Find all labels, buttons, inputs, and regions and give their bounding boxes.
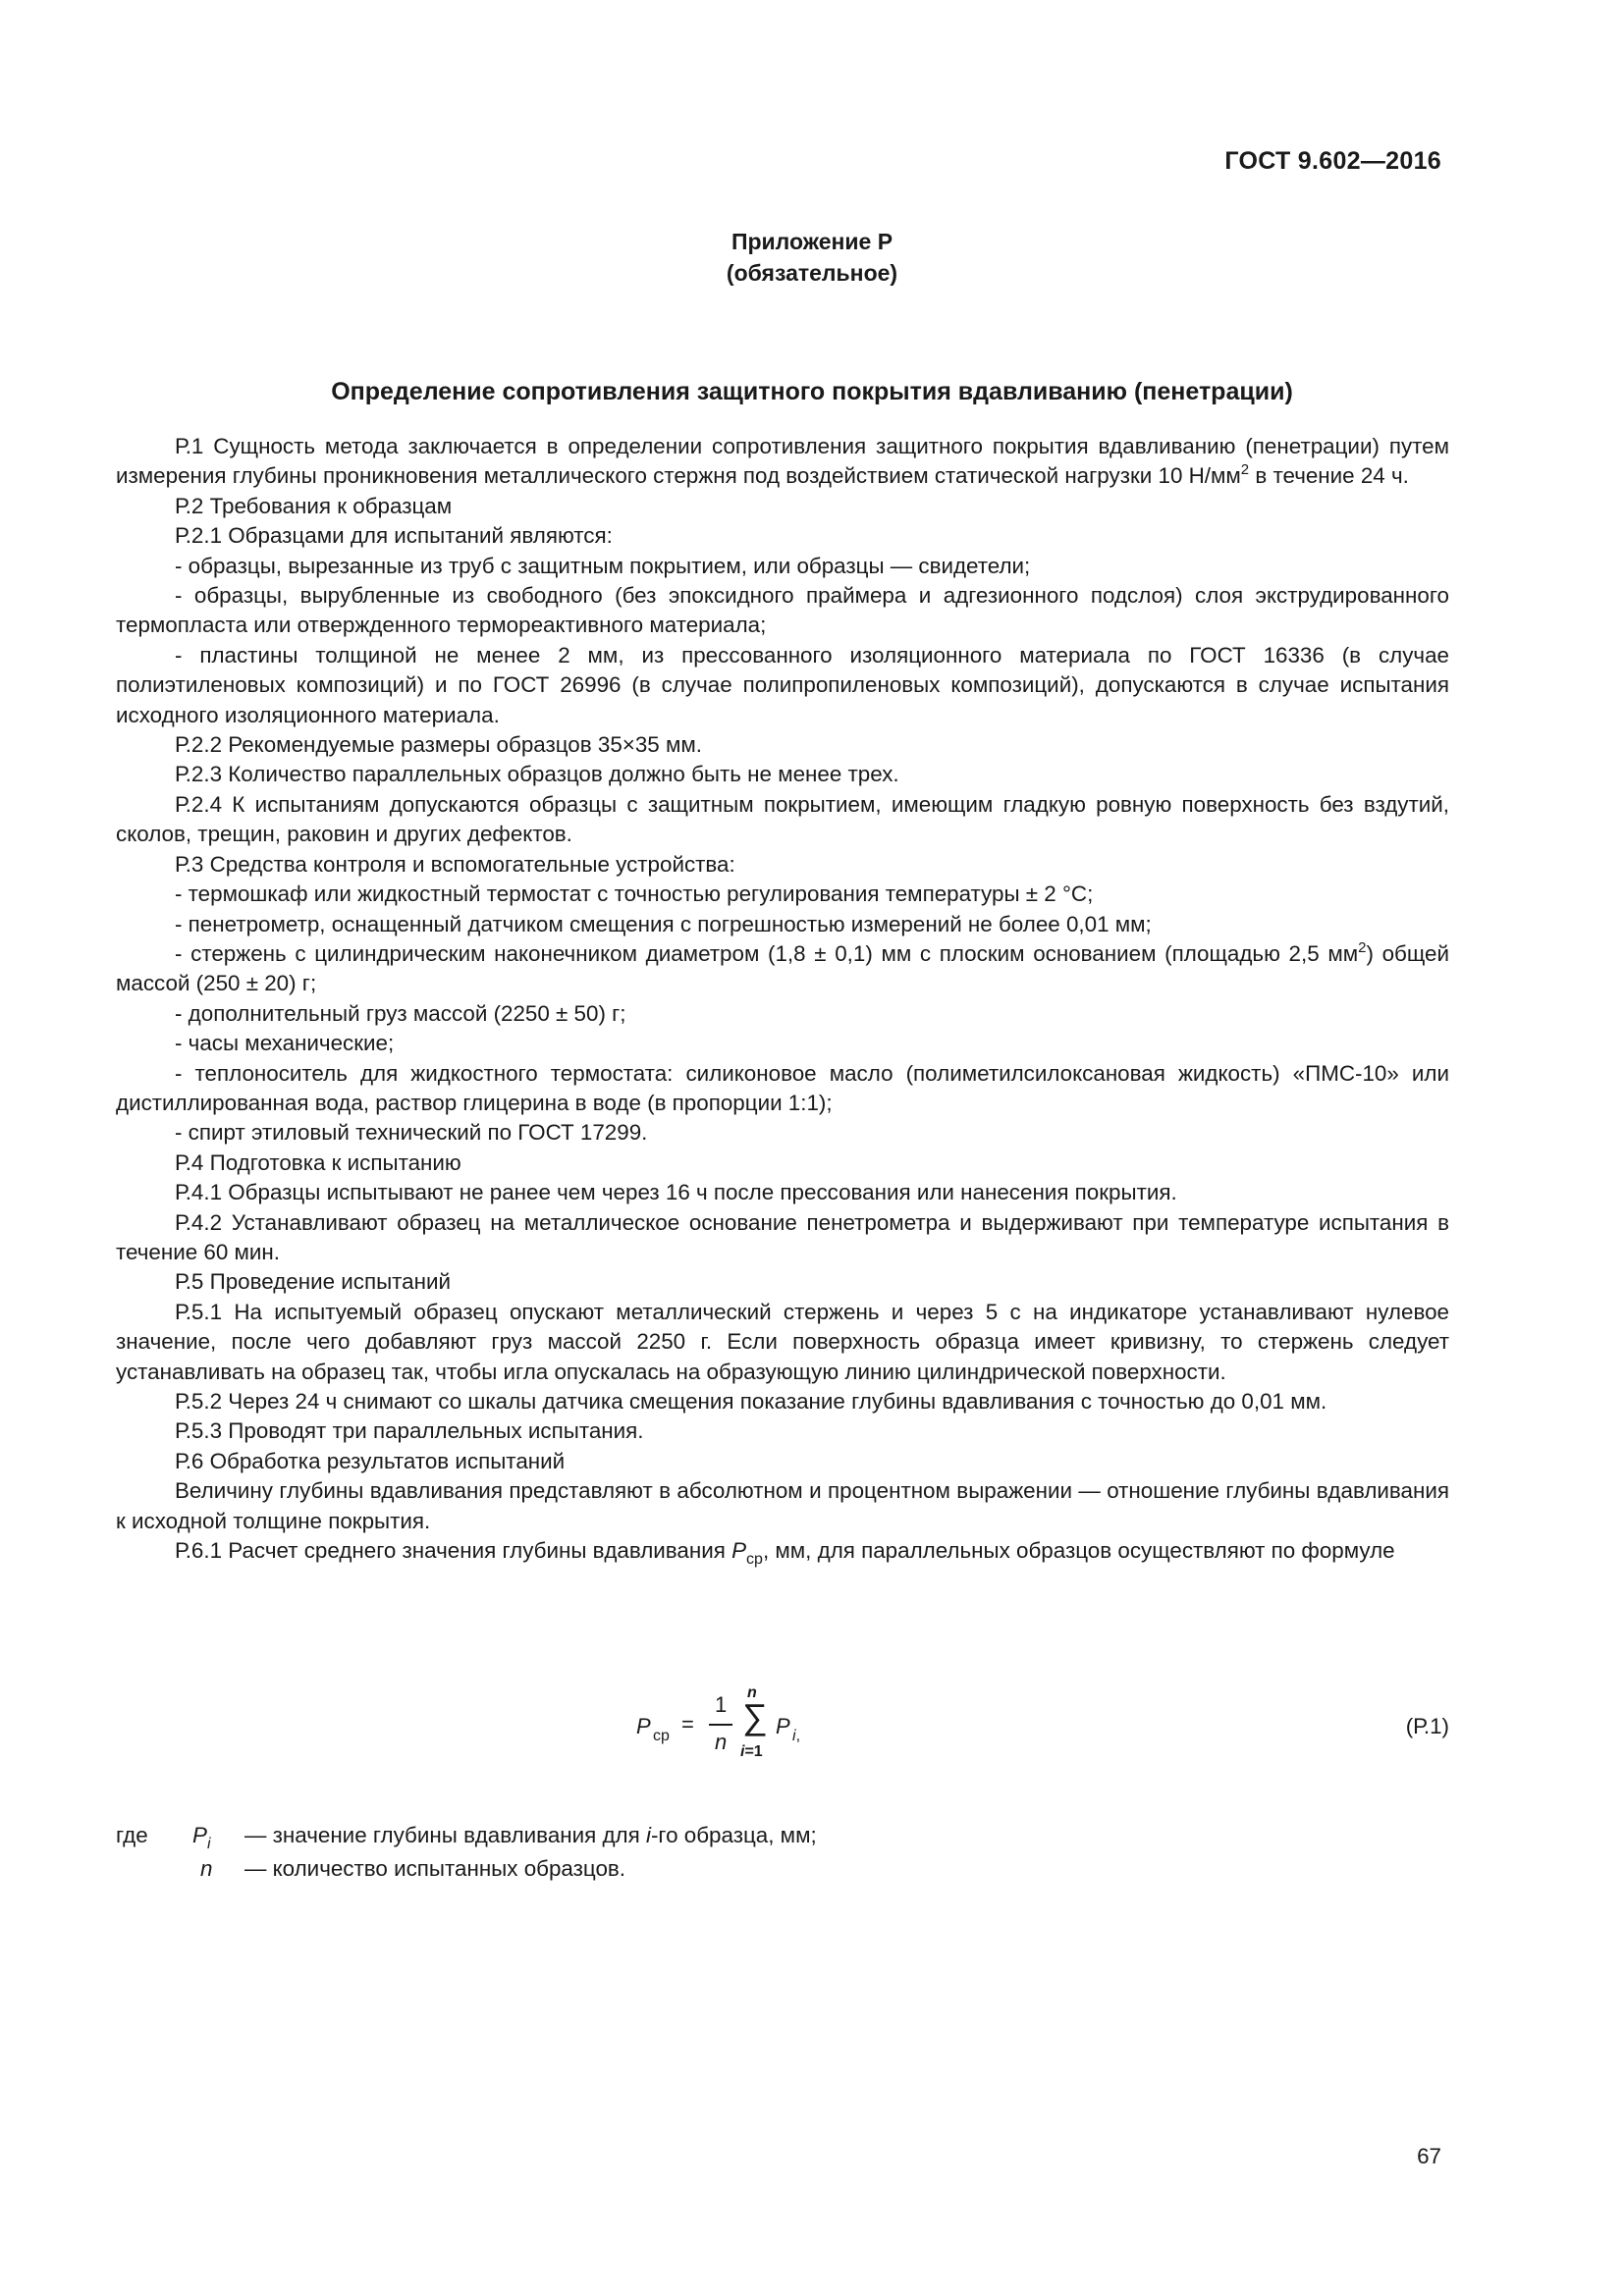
definition-symbol: n [200, 1856, 213, 1881]
formula-denominator: n [715, 1730, 728, 1754]
paragraph-r2: Р.2 Требования к образцам [175, 493, 453, 518]
paragraph-r5: Р.5 Проведение испытаний [175, 1269, 452, 1295]
paragraph-r2-3: Р.2.3 Количество параллельных образцов должно быть не менее трех. [175, 762, 899, 787]
formula-p1 [636, 1684, 872, 1763]
paragraph-r6-1: Р.6.1 Расчет среднего значения глубины вдавливания $P_{ср}$, мм, для параллельных образцов осуществляют по формуле [175, 1538, 1395, 1569]
paragraph-r2-2: Р.2.2 Рекомендуемые размеры образцов 35×35 мм. [175, 732, 702, 758]
list-item: - дополнительный груз массой (2250 ± 50) г; [175, 1000, 626, 1026]
list-item: - образцы, вырезанные из труб с защитным покрытием, или образцы — свидетели; [175, 553, 1031, 578]
formula-row [116, 1684, 1449, 1763]
formula-lhs-subscript: ср [653, 1728, 670, 1744]
list-item: - образцы, вырубленные из свободного (без эпоксидного праймера и адгезионного подслоя) слоя экструдированного термопласта или отвержденного термореактивного материала; [116, 583, 1449, 638]
where-word: где [116, 1823, 148, 1847]
paragraph-r5-3: Р.5.3 Проводят три параллельных испытания. [175, 1418, 644, 1444]
paragraph-r4: Р.4 Подготовка к испытанию [175, 1149, 461, 1175]
paragraph-r6: Р.6 Обработка результатов испытаний [175, 1448, 566, 1473]
definition-text: — количество испытанных образцов. [244, 1856, 626, 1881]
sigma-icon: ∑ [742, 1696, 768, 1736]
section-title: Определение сопротивления защитного покрытия вдавливанию (пенетрации) [331, 378, 1293, 405]
formula-term: P [776, 1714, 790, 1738]
list-item: - пластины толщиной не менее 2 мм, из прессованного изоляционного материала по ГОСТ 16336 (в случае полиэтиленовых композиций) и по ГОСТ 26996 (в случае полипропиленовых композиций), допускаются в случае испытания исходного изоляционного материала. [116, 642, 1449, 727]
annex-title: Приложение Р [731, 229, 893, 254]
list-item: - спирт этиловый технический по ГОСТ 17299. [175, 1120, 648, 1146]
page-number: 67 [1417, 2144, 1441, 2168]
paragraph-r1: Р.1 Сущность метода заключается в определении сопротивления защитного покрытия вдавливанию (пенетрации) путем измерения глубины проникновения металлического стержня под воздействием статической нагрузки 10 $Н/мм^2$ в течение 24 ч. [116, 434, 1449, 489]
paragraph-r6-intro: Величину глубины вдавливания представляют в абсолютном и процентном выражении — отношение глубины вдавливания к исходной толщине покрытия. [116, 1478, 1449, 1533]
list-item: - пенетрометр, оснащенный датчиком смещения с погрешностью измерений не более 0,01 мм; [175, 911, 1152, 936]
annex-heading [0, 226, 1624, 289]
standard-header: ГОСТ 9.602—2016 [1224, 147, 1441, 175]
formula-numerator: 1 [715, 1692, 728, 1717]
formula-term-subscript: i, [792, 1728, 801, 1744]
equation-number: (Р.1) [1405, 1714, 1449, 1738]
definition-text: — значение глубины вдавливания для i-го образца, мм; [244, 1823, 817, 1847]
list-item: - стержень с цилиндрическим наконечником диаметром (1,8 ± 0,1) мм с плоским основанием (площадью 2,5 $мм^2$) общей массой (250 ± 20) г; [116, 938, 1449, 996]
definition-symbol: $P_i$ [192, 1823, 211, 1852]
sum-upper-limit: n [747, 1684, 757, 1701]
paragraph-r2-4: Р.2.4 К испытаниям допускаются образцы с защитным покрытием, имеющим гладкую ровную поверхность без вздутий, сколов, трещин, раковин и других дефектов. [116, 791, 1449, 847]
paragraph-r4-1: Р.4.1 Образцы испытывают не ранее чем через 16 ч после прессования или нанесения покрытия. [175, 1180, 1177, 1205]
list-item: - теплоноситель для жидкостного термостата: силиконовое масло (полиметилсилоксановая жидкость) «ПМС-10» или дистиллированная вода, раствор глицерина в воде (в пропорции 1:1); [116, 1060, 1449, 1115]
body-text [116, 432, 1449, 1569]
paragraph-r3: Р.3 Средства контроля и вспомогательные устройства: [175, 851, 735, 877]
paragraph-r5-1: Р.5.1 На испытуемый образец опускают металлический стержень и через 5 с на индикаторе устанавливают нулевое значение, после чего добавляют груз массой 2250 г. Если поверхность образца имеет кривизну, то стержень следует устанавливать на образец так, чтобы игла опускалась на образующую линию цилиндрической поверхности. [116, 1299, 1449, 1384]
list-item: - термошкаф или жидкостный термостат с точностью регулирования температуры ± 2 °С; [175, 881, 1094, 907]
list-item: - часы механические; [175, 1031, 395, 1056]
formula-lhs: P [636, 1714, 651, 1738]
formula-equals: = [681, 1712, 694, 1736]
paragraph-r5-2: Р.5.2 Через 24 ч снимают со шкалы датчика смещения показание глубины вдавливания с точностью до 0,01 мм. [175, 1389, 1327, 1414]
paragraph-r2-1: Р.2.1 Образцами для испытаний являются: [175, 523, 613, 549]
sum-lower-limit: i=1 [740, 1743, 763, 1760]
annex-status: (обязательное) [726, 260, 898, 286]
fraction-bar [709, 1724, 732, 1726]
paragraph-r4-2: Р.4.2 Устанавливают образец на металлическое основание пенетрометра и выдерживают при температуре испытания в течение 60 мин. [116, 1209, 1449, 1264]
